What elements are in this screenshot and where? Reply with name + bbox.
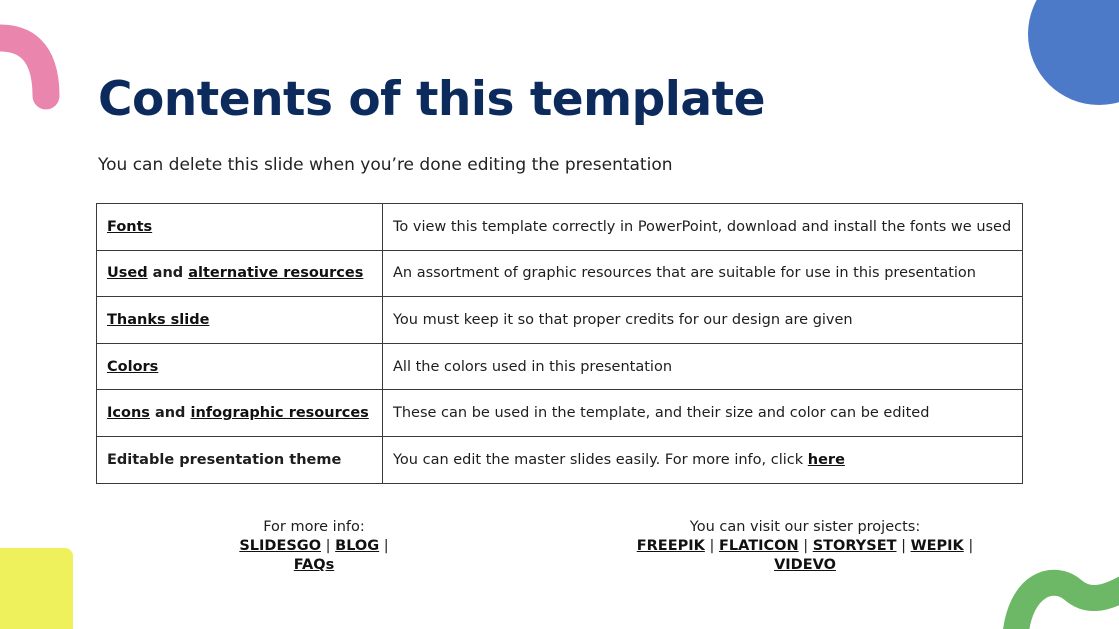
infographic-resources-link[interactable]: infographic resources [190,405,369,422]
thanks-slide-link[interactable]: Thanks slide [107,311,210,328]
alternative-resources-link[interactable]: alternative resources [188,265,364,282]
page-title: Contents of this template [98,72,765,127]
slidesgo-link[interactable]: SLIDESGO [239,538,322,554]
table-row [97,436,1023,483]
videvo-link[interactable]: VIDEVO [774,557,836,573]
footer-more-info-links [228,537,400,575]
footer-sister-projects [610,518,1000,575]
row-description-text: To view this template correctly in PowerPoint, download and install the fonts we used [393,218,1012,235]
row-label-cell [97,204,383,251]
row-description-cell [383,297,1023,344]
footer-sister-projects-links [610,537,1000,575]
link-separator: | [798,538,813,554]
footer-sister-projects-heading: You can visit our sister projects: [689,519,921,535]
here-link[interactable]: here [807,451,845,468]
row-description-text: These can be used in the template, and their size and color can be edited [393,405,930,422]
row-description-cell [383,390,1023,437]
blue-circle-decoration [1015,0,1119,110]
faqs-link[interactable]: FAQs [293,557,335,573]
row-description-text: You can edit the master slides easily. For more info, click [393,451,808,468]
row-description-text: An assortment of graphic resources that are suitable for use in this presentation [393,265,976,282]
wepik-link[interactable]: WEPIK [910,538,964,554]
row-description-cell [383,204,1023,251]
pink-arc-decoration [0,0,80,120]
table-row [97,204,1023,251]
link-separator: | [963,538,974,554]
table-row [97,343,1023,390]
row-label-cell [97,390,383,437]
table-row [97,297,1023,344]
freepik-link[interactable]: FREEPIK [636,538,705,554]
row-label-cell [97,250,383,297]
row-description-cell [383,436,1023,483]
row-label-text: and [147,265,189,282]
flaticon-link[interactable]: FLATICON [718,538,799,554]
used-link[interactable]: Used [107,265,148,282]
link-separator: | [896,538,911,554]
fonts-link[interactable]: Fonts [107,218,153,235]
blog-link[interactable]: BLOG [335,538,380,554]
row-label-text: and [149,405,191,422]
table-row [97,390,1023,437]
row-label-cell [97,343,383,390]
row-label-text: Editable presentation theme [107,451,342,468]
green-wave-decoration [995,560,1119,629]
footer-more-info [228,518,400,575]
row-description-text: All the colors used in this presentation [393,358,673,375]
row-label-cell [97,436,383,483]
page-subtitle: You can delete this slide when you’re done editing the presentation [98,155,673,175]
icons-link[interactable]: Icons [107,405,150,422]
link-separator: | [704,538,719,554]
storyset-link[interactable]: STORYSET [812,538,897,554]
link-separator: | [379,538,389,554]
row-description-text: You must keep it so that proper credits for our design are given [393,311,853,328]
row-label-cell [97,297,383,344]
contents-table [96,203,1023,484]
row-description-cell [383,250,1023,297]
row-description-cell [383,343,1023,390]
footer-more-info-heading: For more info: [263,519,365,535]
table-row [97,250,1023,297]
link-separator: | [321,538,336,554]
colors-link[interactable]: Colors [107,358,159,375]
yellow-block-decoration [0,544,80,629]
